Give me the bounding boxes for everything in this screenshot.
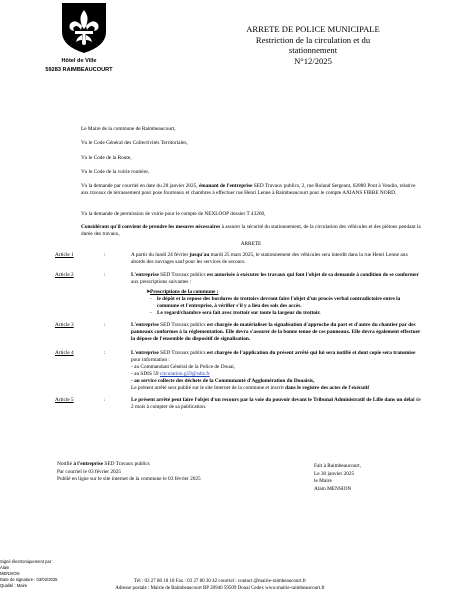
title-line: ARRETE DE POLICE MUNICIPALE bbox=[246, 24, 380, 34]
publication-date: Publié en ligne sur le site internet de la commune le 03 février 2025 bbox=[57, 476, 201, 482]
article-5-label: Article 5 bbox=[55, 397, 74, 403]
page-footer bbox=[30, 579, 410, 592]
title-line: Restriction de la circulation et du bbox=[255, 34, 371, 45]
text-run-bold: est autorisée à exécuter les travaux qui font l'objet de sa demande à condition de se conformer bbox=[206, 272, 419, 278]
text-run-bold: L'entreprise bbox=[131, 350, 159, 356]
vu-demande-courriel bbox=[81, 183, 421, 197]
article-colon: : bbox=[104, 322, 106, 328]
signature-block bbox=[314, 463, 424, 493]
signature-date: Le 30 janvier 2025 bbox=[314, 470, 355, 477]
article-1-text bbox=[131, 252, 421, 266]
text-run: à assurer la sécurité du stationnement, de la circulation des véhicules et des piétons pendant la durée des travaux, bbox=[81, 224, 421, 237]
document-title bbox=[218, 24, 408, 66]
text-run: SED Travaux publics bbox=[103, 461, 150, 467]
text-run: de 2 mois à compter de sa publication. bbox=[131, 397, 421, 410]
notification-block bbox=[57, 461, 247, 484]
article-5-text bbox=[131, 397, 421, 411]
text-run: mardi 25 mars 2025, le stationnement des véhicules sera interdit dans la rue Henri Lenne aux abords des ouvrages sauf pour les services de secours. bbox=[131, 252, 408, 265]
prescription-item: Le regard/chambre sera fait avec trottoir sur toute la largeur du trottoir. bbox=[157, 310, 321, 316]
vu-code-route: Vu le Code de la Route, bbox=[81, 155, 132, 161]
text-run-bold: Le présent arrêté peut faire l'objet d'un recours par la voie du pouvoir devant le Tribunal Administratif de Lille dans un délai bbox=[131, 397, 415, 403]
bullet-icon: ➤ bbox=[146, 289, 151, 295]
article-colon: : bbox=[104, 272, 106, 278]
article-2-label: Article 2 bbox=[55, 272, 74, 278]
article-2-text bbox=[131, 272, 421, 286]
vu-cgct: Vu le Code Général des Collectivités Territoriales, bbox=[81, 140, 188, 146]
text-run: SED Travaux publics, 2, rue Roland Sergeant, 62880 Pont à Vendin, relative aux travaux de terrassement pour pose fourreaux et chambres à effectuer rue Henri Lenne à Raimbeaucourt pour le compte AXIANS FIBRE NORD. bbox=[81, 183, 416, 196]
text-run: - au SDIS 59 bbox=[131, 371, 160, 377]
footer-contact: Tél : 03 27 80 18 18 Fax : 03 27 80 30 42 courriel : contact @mairie-raimbeaucourt.fr bbox=[133, 579, 307, 584]
text-run: aux prescriptions suivantes : bbox=[131, 279, 192, 285]
article-1-label: Article 1 bbox=[55, 252, 74, 258]
article-colon: : bbox=[104, 397, 106, 403]
city-hall-postcode: 59283 RAIMBEAUCOURT bbox=[45, 67, 113, 73]
text-run: A partir du lundi 24 février bbox=[131, 252, 190, 258]
text-run: Vu la demande par courriel en date du 28 janvier 2025, bbox=[81, 183, 199, 189]
text-run-bold: L'entreprise bbox=[131, 322, 159, 328]
footer-address: Adresse postale : Mairie de Raimbeaucourt BP 20946 59509 Douai Cedex www.mairie-raimbeaucourt.fr bbox=[115, 585, 325, 591]
text-run: Le présent arrêté sera publié sur le site Internet de la commune et inscrit bbox=[131, 385, 286, 391]
article-3-label: Article 3 bbox=[55, 322, 74, 328]
text-run: SED Travaux publics bbox=[158, 272, 207, 278]
esig-line: Qualité : Maire bbox=[0, 583, 28, 589]
arrete-heading: ARRETE bbox=[240, 241, 262, 247]
vu-permission-voirie: Vu la demande de permission de voirie pour le compte de NEXLOOP dossier T 43260, bbox=[81, 211, 266, 217]
city-hall-name: Hôtel de Ville bbox=[61, 58, 97, 64]
text-run-bold: dans le registre des actes de l'exécutif bbox=[285, 385, 370, 391]
prescription-item: le dépôt et la repose des bordures de trottoirs devront faire l'objet d'un procès verbal contradictoire entre la commune et l'entreprise, à vérifier s'il y a lieu des sols des accès. bbox=[157, 296, 401, 309]
signature-place: Fait à Raimbeaucourt, bbox=[314, 463, 361, 469]
vu-code-voirie: Vu le Code de la voirie routière, bbox=[81, 169, 150, 175]
notification-date: Par courriel le 03 février 2025 bbox=[57, 468, 121, 475]
city-hall-address bbox=[34, 57, 124, 75]
signatory-title: le Maire bbox=[314, 478, 332, 484]
text-run-bold: est chargée de l'application du présent arrêté qui lui sera notifié et dont copie sera transmise bbox=[206, 350, 416, 356]
text-run: SED Travaux publics bbox=[158, 322, 207, 328]
article-colon: : bbox=[104, 350, 106, 356]
recipient-sdis bbox=[131, 371, 421, 378]
fleur-de-lis-shield-icon bbox=[60, 2, 108, 54]
recipient-police: - au Commandant Général de la Police de Douai, bbox=[131, 364, 235, 370]
text-run: pour information : bbox=[131, 357, 170, 363]
considerant bbox=[81, 224, 421, 238]
article-colon: : bbox=[104, 252, 106, 258]
title-line: N°12/2025 bbox=[294, 55, 332, 66]
sdis-email-link[interactable]: circulation.g59@sdis.fr bbox=[159, 371, 210, 377]
text-run-bold: émanant de l'entreprise bbox=[198, 183, 253, 189]
text-run-bold: Considérant qu'il convient de prendre les mesures nécessaires bbox=[81, 224, 221, 230]
esig-line: Date de signature : 03/02/2025 bbox=[0, 577, 58, 583]
text-run-bold: à l'entreprise bbox=[73, 461, 104, 467]
esig-line: Signé électroniquement par : Alain bbox=[0, 559, 54, 571]
text-run-bold: L'entreprise bbox=[131, 272, 159, 278]
title-line: stationnement bbox=[288, 45, 338, 55]
esig-line: MENSION bbox=[0, 571, 20, 577]
text-run-bold: jusqu'au bbox=[189, 252, 210, 258]
publication-note bbox=[131, 385, 421, 392]
article-4-intro bbox=[131, 350, 421, 364]
article-4-text bbox=[131, 350, 421, 392]
notification-line bbox=[57, 461, 247, 469]
list-dash: - bbox=[150, 296, 152, 302]
list-dash: - bbox=[150, 310, 152, 316]
prescriptions-heading: Prescriptions de la commune : bbox=[150, 289, 219, 295]
mayor-line: Le Maire de la commune de Raimbeaucourt, bbox=[81, 126, 176, 132]
text-run: SED Travaux publics bbox=[158, 350, 207, 356]
text-run-bold: est chargée de matérialiser la signalisation d'approche du part et d'autre du chantier par des panneaux conformes à la réglementation. Elle devra s'assurer de la bonne tenue de ces panneaux. Elle devra également effectuer la dépose de l'ensemble du dispositif de signalisation. bbox=[131, 322, 421, 342]
text-run: Notifié bbox=[57, 461, 74, 467]
signatory-name: Alain MENSION bbox=[314, 485, 352, 492]
article-4-label: Article 4 bbox=[55, 350, 74, 356]
article-3-text bbox=[131, 322, 421, 343]
recipient-waste-service: - au service collecte des déchets de la Communauté d'Agglomération du Douaisis, bbox=[131, 378, 315, 384]
